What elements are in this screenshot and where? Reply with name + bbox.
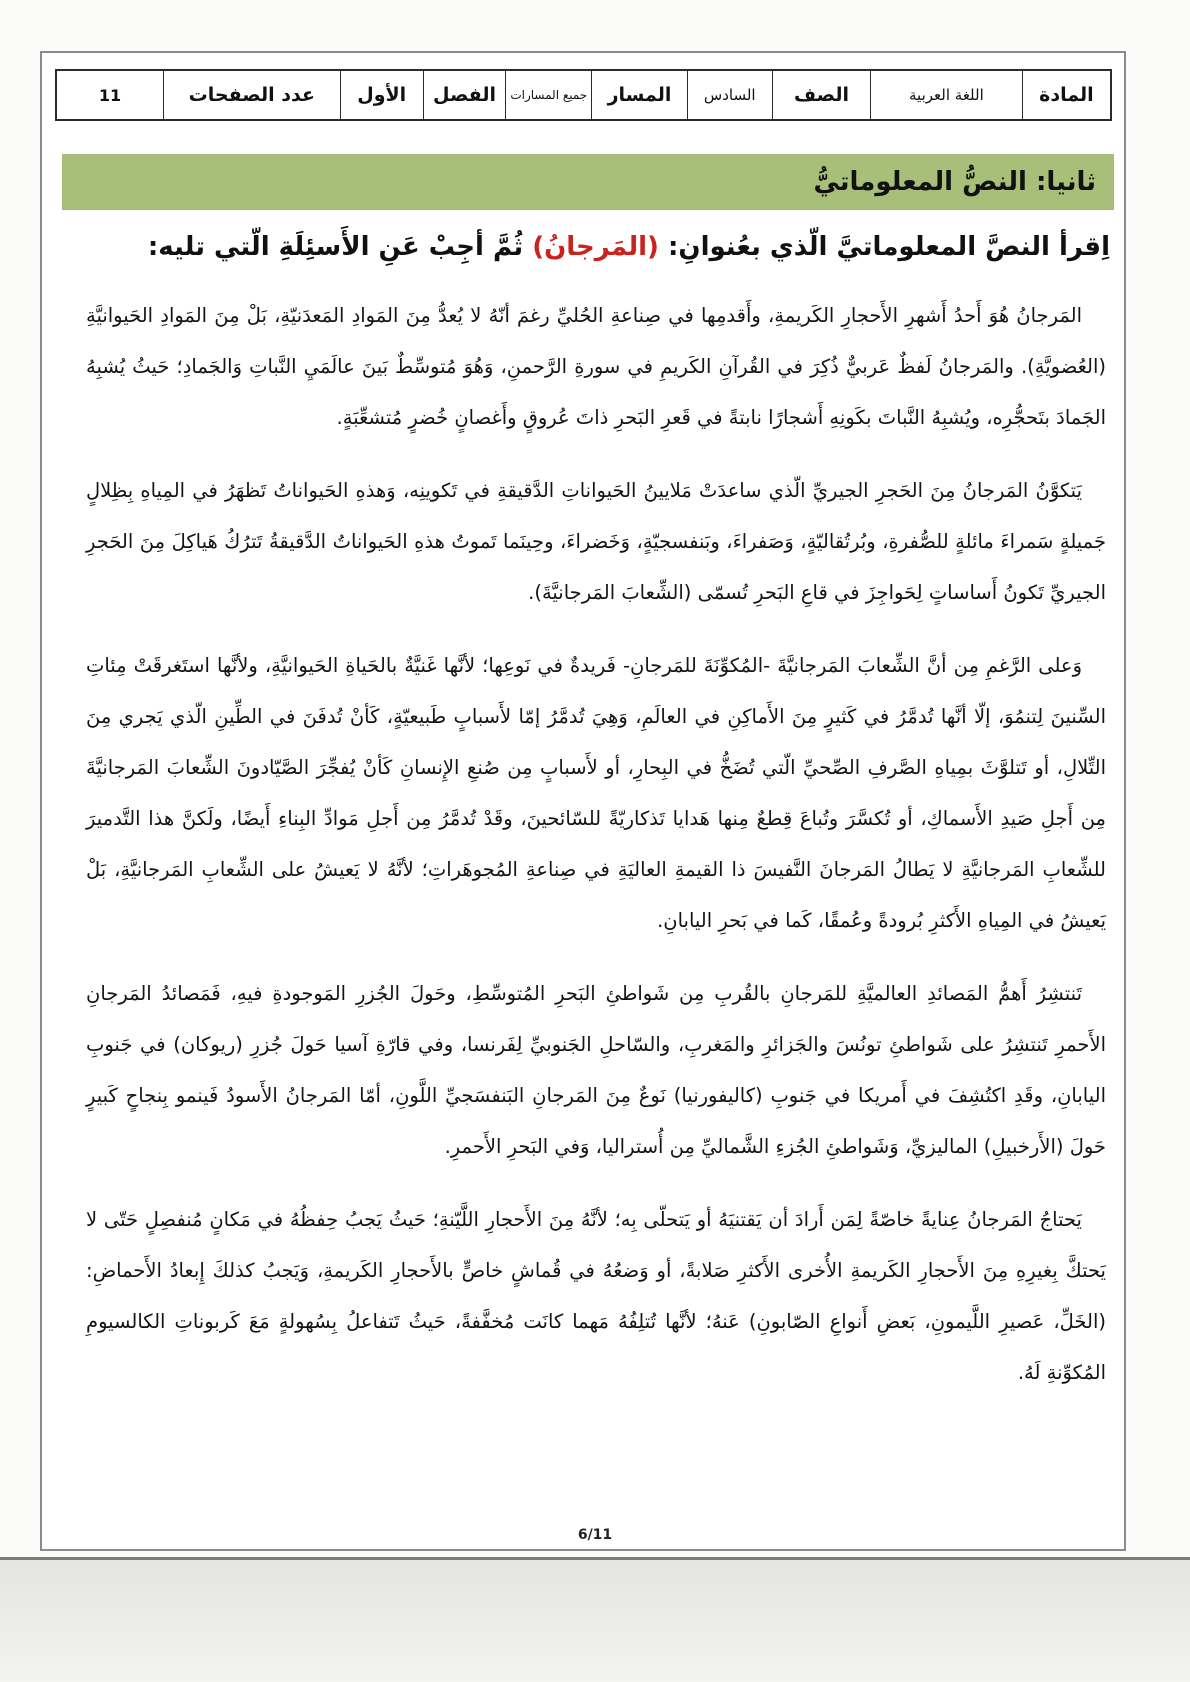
section-title: ثانيا: النصُّ المعلوماتيُّ — [813, 167, 1096, 197]
pages-label: عدد الصفحات — [163, 71, 339, 119]
scan-shadow — [0, 1560, 1190, 1682]
instruction-title-highlight: (المَرجانُ) — [532, 232, 659, 262]
section-title-bar — [62, 154, 1114, 210]
term-value: الأول — [340, 71, 423, 119]
grade-label: الصف — [772, 71, 870, 119]
reading-instruction — [90, 232, 1110, 262]
subject-value: اللغة العربية — [870, 71, 1022, 119]
page-number: 6/11 — [577, 1527, 613, 1543]
paragraph-4: تَنتشِرُ أَهمُّ المَصائدِ العالميَّةِ للمَرجانِ بالقُربِ مِن شَواطئِ البَحرِ المُتوسِّطِ، وحَولَ الجُزرِ المَوجودةِ فيهِ، فَمَصائدُ المَرجانِ الأَحمرِ تَنتشِرُ على شَواطئِ تونُسَ والجَزائرِ والمَغربِ، والسّاحلِ الجَنوبيِّ لِفَرنسا، وفي قارّةِ آسيا حَولَ جُزرِ (ريوكان) في جَنوبِ اليابانِ، وقَدِ اكتُشِفَ في أَمريكا في جَنوبِ (كاليفورنيا) نَوعٌ مِنَ المَرجانِ البَنفسَجيِّ اللَّونِ، أمّا المَرجانُ الأَسودُ فَينمو بِنجاحٍ كَبيرٍ حَولَ (الأَرخبيلِ) الماليزيِّ، وَشَواطئِ الجُزءِ الشَّماليِّ مِن أُستراليا، وَفي البَحرِ الأَحمرِ. — [86, 982, 1106, 1158]
instruction-text-start: اِقرأ النصَّ المعلوماتيَّ الّذي بعُنوانِ: — [658, 232, 1110, 262]
pages-value: 11 — [98, 85, 122, 105]
track-value: جميع المسارات — [505, 71, 591, 119]
term-label: الفصل — [423, 71, 505, 119]
paragraph-1: المَرجانُ هُوَ أَحدُ أَشهرِ الأَحجارِ الكَريمةِ، وأَقدمِها في صِناعةِ الحُليِّ رغمَ أنّهُ لا يُعدُّ مِنَ المَوادِ المَعدَنيّةِ، بَلْ مِنَ المَوادِ الحَيوانيَّةِ (العُضويَّةِ). والمَرجانُ لَفظٌ عَربيٌّ ذُكِرَ في القُرآنِ الكَريمِ في سورةِ الرَّحمنِ، وَهُوَ مُتوسِّطٌ بَينَ عالَمَيِ النَّباتِ وَالجَمادِ؛ حَيثُ يُشبِهُ الجَمادَ بتَحجُّرِه، ويُشبِهُ النَّباتَ بكَونِهِ أَشجارًا نابتةً في قَعرِ البَحرِ ذاتَ عُروقٍ وأَغصانٍ خُضرٍ مُتشعِّبَةٍ. — [86, 304, 1106, 429]
informational-text — [86, 290, 1106, 1384]
subject-label: المادة — [1022, 71, 1110, 119]
track-label: المسار — [591, 71, 686, 119]
paragraph-5: يَحتاجُ المَرجانُ عِنايةً خاصّةً لِمَن أَرادَ أن يَقتنيَهُ أو يَتحلّى بِه؛ لأنَّهُ مِنَ الأَحجارِ اللَّيّنةِ؛ حَيثُ يَجبُ حِفظُهُ في مَكانٍ مُنفصِلٍ حَتّى لا يَحتكَّ بِغيرِهِ مِنَ الأَحجارِ الكَريمةِ الأُخرى الأَكثرِ صَلابةً، أو وَضعُهُ في قُماشٍ خاصٍّ بالأَحجارِ الكَريمةِ، وَيَجبُ كذلكَ إِبعادُ الأَحماضِ:(الخَلِّ، عَصيرِ اللَّيمونِ، بَعضِ أَنواعِ الصّابونِ) عَنهُ؛ لأنَّها تُتلِفُهُ مَهما كانَت مُخفَّفةً، حَيثُ تَتفاعلُ بِسُهولةٍ مَعَ كَربوناتِ الكالسيومِ المُكوِّنةِ لَهُ. — [86, 1208, 1106, 1384]
paragraph-2: يَتكوَّنُ المَرجانُ مِنَ الحَجرِ الجيريِّ الّذي ساعدَتْ مَلايينُ الحَيواناتِ الدَّقيقةِ في تَكوينِه، وَهذهِ الحَيواناتُ تَظهَرُ في المِياهِ بِظِلالٍ جَميلةٍ سَمراءَ مائلةٍ للصُّفرةِ، وبُرتُقاليّةٍ، وَصَفراءَ، وبَنفسجيّةٍ، وَخَضراءَ، وحِينَما تَموتُ هذهِ الحَيواناتُ الدَّقيقةُ تَترُكُ هَياكِلَ مِنَ الحَجرِ الجيريِّ تَكونُ أَساساتٍ لِحَواجِزَ في قاعِ البَحرِ تُسمّى (الشِّعابَ المَرجانيَّةَ). — [86, 479, 1106, 604]
info-header-table — [55, 69, 1112, 121]
grade-value: السادس — [687, 71, 772, 119]
instruction-text-end: ثُمَّ أجِبْ عَنِ الأَسئِلَةِ الّتي تليه: — [147, 232, 533, 262]
paragraph-3: وَعلى الرَّغمِ مِن أنَّ الشِّعابَ المَرجانيَّةَ -المُكوِّنَةَ للمَرجانِ- فَريدةٌ في نَوعِها؛ لأنَّها غَنيَّةٌ بالحَياةِ الحَيوانيَّةِ، ولأنَّها استَغرقَتْ مِئاتِ السِّنينَ لِتنمُوَ، إلّا أنَّها تُدمَّرُ في كَثيرٍ مِنَ الأَماكِنِ في العالَمِ، وَهِيَ تُدمَّرُ إمّا لأَسبابٍ طَبيعيّةٍ، كَأنْ تُدفَنَ في الطِّينِ الّذي يَجري مِنَ التِّلالِ، أو تَتلوَّثَ بمِياهِ الصَّرفِ الصِّحيِّ الّتي تُضَخُّ في البِحارِ، أو لأَسبابٍ مِن صُنعِ الإِنسانِ كَأنْ يُفجِّرَ الصَّيّادونَ الشِّعابَ المَرجانيَّةَ مِن أَجلِ صَيدِ الأَسماكِ، أو تُكسَّرَ وتُباعَ قِطعٌ مِنها هَدايا تَذكاريّةً للسّائحينَ، وقَدْ تُدمَّرُ مِن أَجلِ مَوادِّ البِناءِ أَيضًا، ولَكنَّ هذا التَّدميرَ للشِّعابِ المَرجانيَّةِ لا يَطالُ المَرجانَ النَّفيسَ ذا القيمةِ العاليَةِ في صِناعةِ المُجوهَراتِ؛ لأنَّهُ لا يَعيشُ على الشِّعابِ المَرجانيَّةِ، بَلْ يَعيشُ في المِياهِ الأَكثرِ بُرودةً وعُمقًا، كَما في بَحرِ اليابانِ. — [86, 654, 1106, 932]
